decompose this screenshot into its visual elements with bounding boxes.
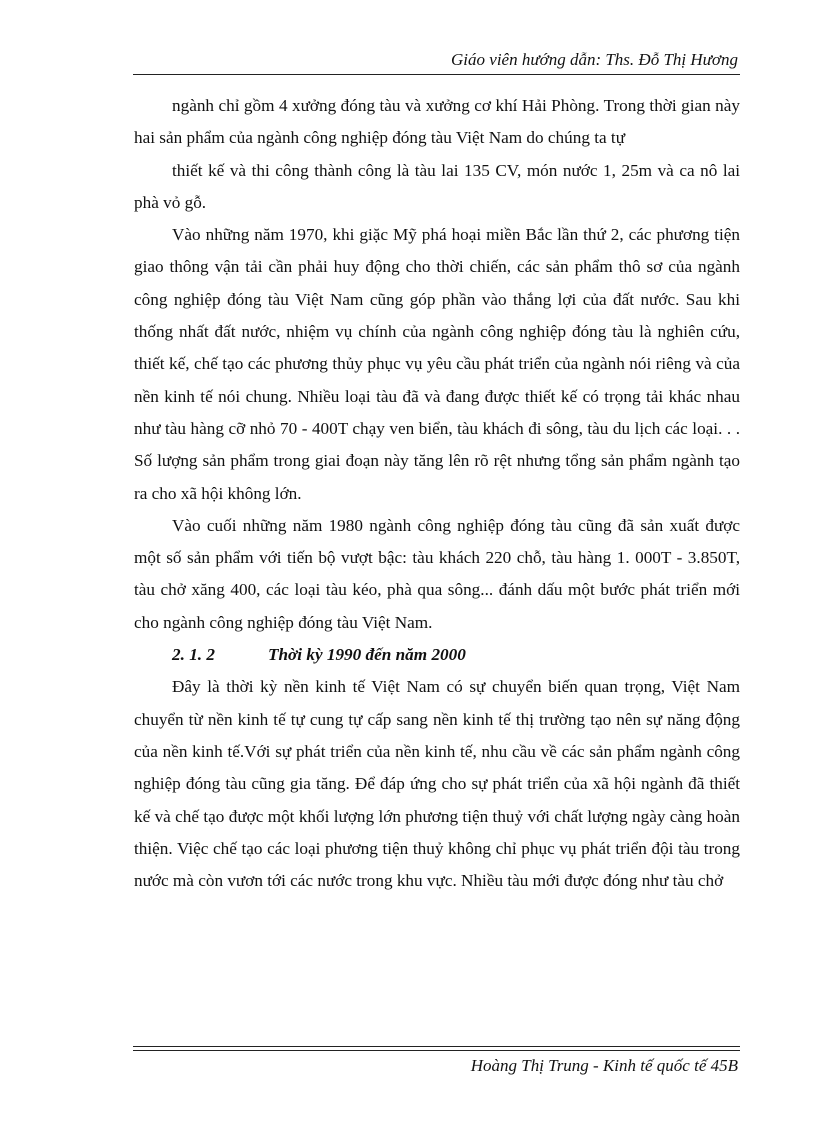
header-rule xyxy=(133,74,740,75)
page-footer: Hoàng Thị Trung - Kinh tế quốc tế 45B xyxy=(470,1056,738,1075)
paragraph-3: Vào những năm 1970, khi giặc Mỹ phá hoại miền Bắc lần thứ 2, các phương tiện giao thông vận tải cần phải huy động cho thời chiến, các sản phẩm thô sơ của ngành công nghiệp đóng tàu Việt Nam cũng góp phần vào thắng lợi của đất nước. Sau khi thống nhất đất nước, nhiệm vụ chính của ngành công nghiệp đóng tàu là nghiên cứu, thiết kế, chế tạo các phương thủy phục vụ yêu cầu phát triển của ngành nói riêng và của nền kinh tế nói chung. Nhiều loại tàu đã và đang được thiết kế có trọng tải khác nhau như tàu hàng cỡ nhỏ 70 - 400T chạy ven biển, tàu khách đi sông, tàu du lịch các loại. . . Số lượng sản phẩm trong giai đoạn này tăng lên rõ rệt nhưng tổng sản phẩm ngành tạo ra cho xã hội không lớn. xyxy=(134,225,740,503)
paragraph-1: ngành chỉ gồm 4 xưởng đóng tàu và xưởng cơ khí Hải Phòng. Trong thời gian này hai sản phẩm của ngành công nghiệp đóng tàu Việt Nam do chúng ta tự xyxy=(134,96,740,148)
footer-rule-upper xyxy=(133,1046,740,1047)
document-body xyxy=(134,90,740,897)
section-number: 2. 1. 2 xyxy=(172,645,215,665)
paragraph-4: Vào cuối những năm 1980 ngành công nghiệp đóng tàu cũng đã sản xuất được một số sản phẩm với tiến bộ vượt bậc: tàu khách 220 chỗ, tàu hàng 1. 000T - 3.850T, tàu chở xăng 400, các loại tàu kéo, phà qua sông... đánh dấu một bước phát triển mới cho ngành công nghiệp đóng tàu Việt Nam. xyxy=(134,515,740,632)
paragraph-5: Đây là thời kỳ nền kinh tế Việt Nam có sự chuyển biến quan trọng, Việt Nam chuyển từ nền kinh tế tự cung tự cấp sang nền kinh tế thị trường tạo nên sự năng động của nền kinh tế.Với sự phát triển của nền kinh tế, nhu cầu về các sản phẩm ngành công nghiệp đóng tàu cũng gia tăng. Để đáp ứng cho sự phát triển của xã hội ngành đã thiết kế và chế tạo được một khối lượng lớn phương tiện thuỷ với chất lượng ngày càng hoàn thiện. Việc chế tạo các loại phương tiện thuỷ không chỉ phục vụ phát triển đội tàu trong nước mà còn vươn tới các nước trong khu vực. Nhiều tàu mới được đóng như tàu chở xyxy=(134,677,740,891)
section-heading xyxy=(134,639,740,671)
page-header: Giáo viên hướng dẫn: Ths. Đỗ Thị Hương xyxy=(451,50,738,69)
paragraph-2: thiết kế và thi công thành công là tàu lai 135 CV, món nước 1, 25m và ca nô lai phà vỏ gỗ. xyxy=(134,160,740,212)
footer-rule-lower xyxy=(133,1050,740,1051)
section-title: Thời kỳ 1990 đến năm 2000 xyxy=(268,645,466,665)
